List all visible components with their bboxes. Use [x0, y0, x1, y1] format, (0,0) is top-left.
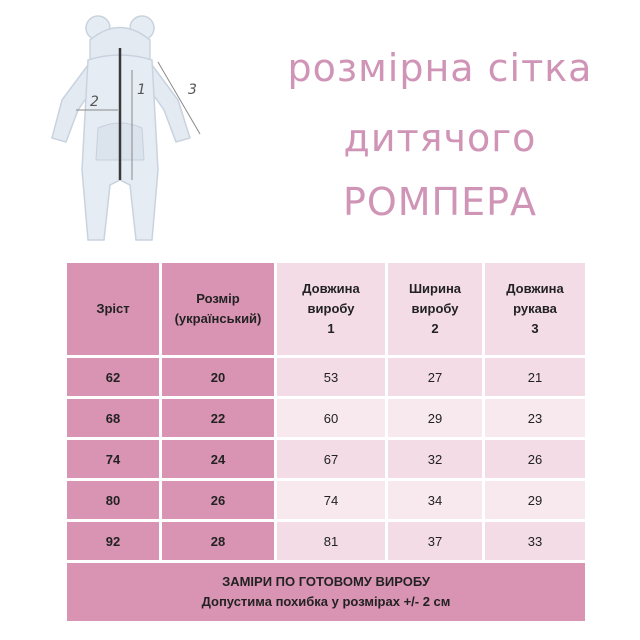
header-length: Довжина виробу 1: [277, 263, 385, 355]
cell-height: 92: [67, 522, 159, 560]
cell-sleeve: 33: [485, 522, 585, 560]
table-row: [67, 522, 585, 560]
cell-length: 60: [277, 399, 385, 437]
cell-height: 62: [67, 358, 159, 396]
header-height: Зріст: [67, 263, 159, 355]
cell-sleeve: 29: [485, 481, 585, 519]
cell-width: 27: [388, 358, 482, 396]
table-header-row: [67, 263, 585, 355]
cell-size: 20: [162, 358, 274, 396]
cell-size: 28: [162, 522, 274, 560]
cell-height: 68: [67, 399, 159, 437]
cell-sleeve: 23: [485, 399, 585, 437]
romper-illustration: [40, 10, 240, 255]
header-sleeve: Довжина рукава 3: [485, 263, 585, 355]
cell-height: 74: [67, 440, 159, 478]
cell-length: 81: [277, 522, 385, 560]
cell-length: 74: [277, 481, 385, 519]
cell-width: 32: [388, 440, 482, 478]
table-row: [67, 481, 585, 519]
label-1: 1: [137, 82, 146, 98]
cell-sleeve: 21: [485, 358, 585, 396]
cell-size: 26: [162, 481, 274, 519]
cell-height: 80: [67, 481, 159, 519]
footer-line-1: ЗАМІРИ ПО ГОТОВОМУ ВИРОБУ: [222, 574, 430, 589]
header-width: Ширина виробу 2: [388, 263, 482, 355]
table-row: [67, 358, 585, 396]
table-footer-row: [67, 563, 585, 621]
label-3: 3: [188, 82, 197, 98]
cell-length: 67: [277, 440, 385, 478]
title-line-1: розмірна сітка: [287, 46, 593, 90]
label-2: 2: [90, 94, 99, 110]
cell-length: 53: [277, 358, 385, 396]
cell-width: 34: [388, 481, 482, 519]
header-size: Розмір (український): [162, 263, 274, 355]
cell-size: 24: [162, 440, 274, 478]
table-row: [67, 440, 585, 478]
size-table: [64, 260, 588, 624]
footer-line-2: Допустима похибка у розмірах +/- 2 см: [201, 594, 451, 609]
table-row: [67, 399, 585, 437]
cell-width: 37: [388, 522, 482, 560]
title-line-3: РОМПЕРА: [342, 180, 538, 224]
cell-width: 29: [388, 399, 482, 437]
title-line-2: дитячого: [343, 116, 537, 160]
cell-size: 22: [162, 399, 274, 437]
table-footer: [67, 563, 585, 621]
cell-sleeve: 26: [485, 440, 585, 478]
